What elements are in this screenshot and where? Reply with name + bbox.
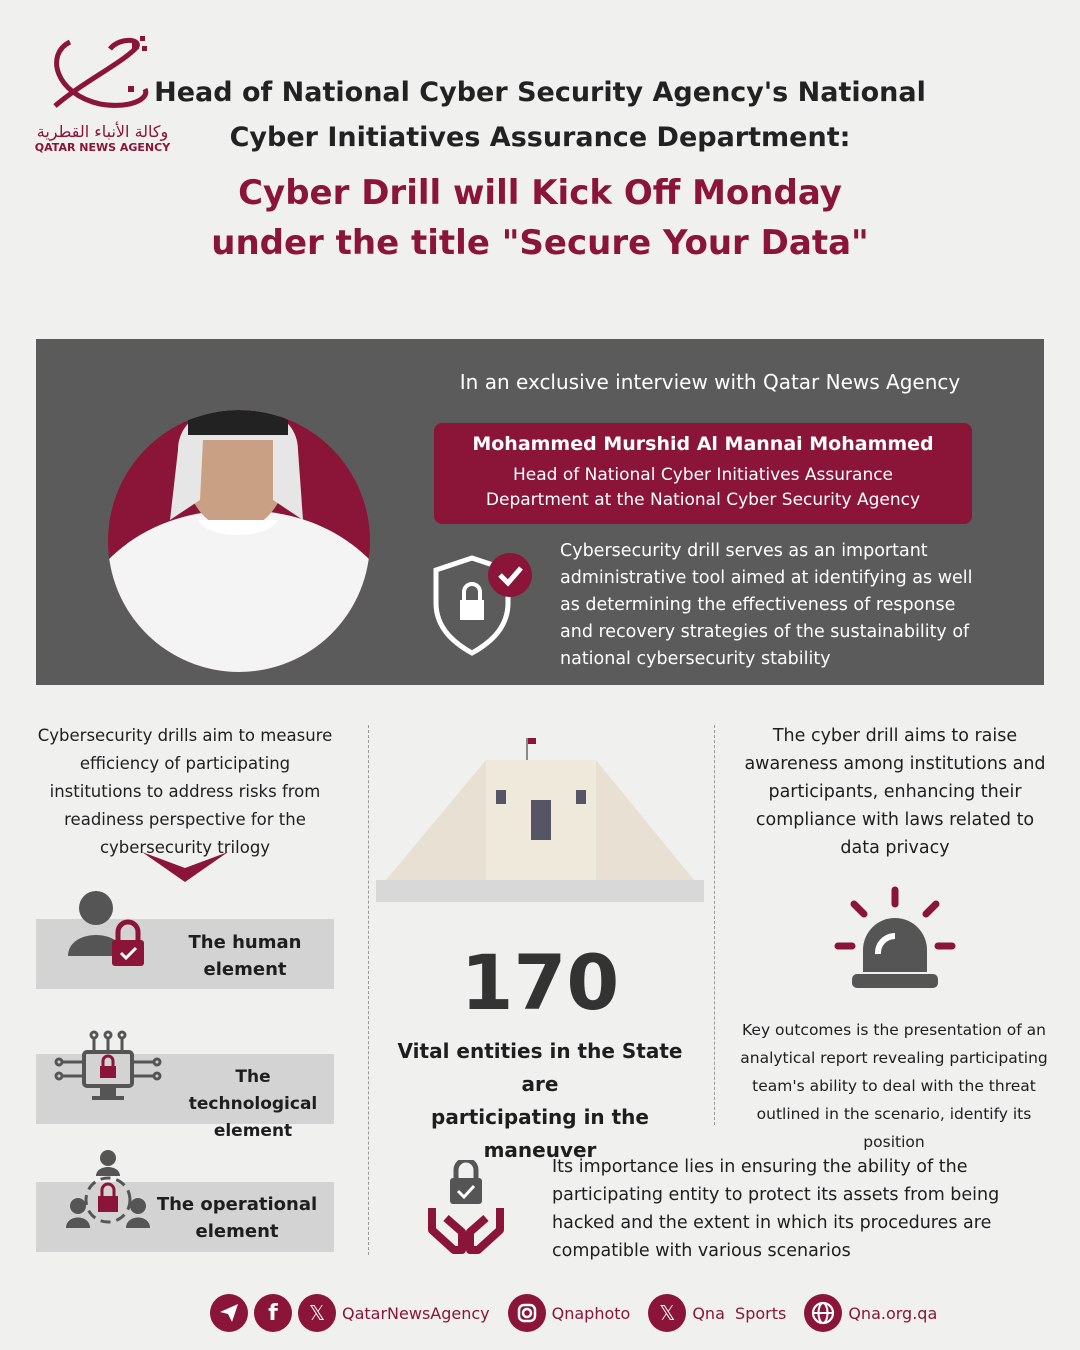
technological-element-label [172,1064,334,1145]
page-title [150,168,930,268]
user-lock-icon [66,888,150,972]
team-lock-icon [64,1148,152,1232]
label-line: element [213,1121,293,1141]
header-line-2: Cyber Initiatives Assurance Department: [229,122,851,153]
sports-handle-link[interactable]: Qna Sports [692,1303,787,1323]
divider [714,725,715,1125]
x-twitter-icon[interactable]: 𝕏 [648,1294,686,1332]
hands-lock-icon [428,1160,504,1256]
title-line-2: under the title "Secure Your Data" [211,223,869,263]
x-twitter-icon[interactable]: 𝕏 [298,1294,336,1332]
header-line-1: Head of National Cyber Security Agency's National [154,77,926,108]
social-footer [210,1294,937,1332]
outcome-text: Key outcomes is the presentation of an analytical report revealing participating team's ability to deal with the threat outlined in the scenario, identify its position [740,1021,1048,1151]
caption-line-1: Vital entities in the State are [397,1039,683,1096]
alarm-siren-icon [830,884,960,994]
awareness-text: The cyber drill aims to raise awareness among institutions and participants, enhancing their compliance with laws related to data privacy [744,726,1046,858]
divider [368,725,369,1255]
interviewee-card [434,423,972,524]
importance-text: Its importance lies in ensuring the ability of the participating entity to protect its assets from being hacked and the extent in which its procedures are compatible with various scenarios [552,1157,1000,1261]
interviewee-photo [108,410,370,672]
label-line: element [203,959,287,980]
agency-building-image [376,730,704,902]
shield-lock-icon [430,548,540,662]
label-line: The operational [156,1194,318,1215]
globe-icon[interactable] [804,1294,842,1332]
facebook-icon[interactable]: f [254,1294,292,1332]
logo-arabic: وكالة الأنباء القطرية [36,122,169,141]
header-subtitle [150,70,930,160]
logo-english: QATAR NEWS AGENCY [34,141,171,154]
label-line: The technological [188,1067,318,1114]
computer-circuit-icon [54,1030,162,1108]
entities-caption [376,1035,704,1167]
interviewee-role-2: Department at the National Cyber Security Agency [485,490,921,510]
operational-element-label [152,1191,322,1245]
interviewee-role-1: Head of National Cyber Initiatives Assurance [512,465,894,485]
label-line: element [195,1221,279,1242]
telegram-icon[interactable] [210,1294,248,1332]
human-element-label [160,929,330,983]
website-link[interactable]: Qna.org.qa [848,1303,938,1323]
interview-intro: In an exclusive interview with Qatar News Agency [459,370,961,394]
caption-line-2: participating in the maneuver [431,1105,649,1162]
label-line: The human [188,932,302,953]
instagram-handle-link[interactable]: Qnaphoto [551,1303,631,1323]
instagram-icon[interactable] [508,1294,546,1332]
social-handle-link[interactable]: QatarNewsAgency [342,1303,490,1323]
interviewee-name: Mohammed Murshid Al Mannai Mohammed [472,433,934,455]
chevron-down-icon [142,852,228,884]
entities-count: 170 [460,938,620,1027]
interview-quote: Cybersecurity drill serves as an important administrative tool aimed at identifying as well as determining the effectiveness of response and recovery strategies of the sustainability of national cybersecurity stability [560,541,973,669]
title-line-1: Cyber Drill will Kick Off Monday [238,173,842,213]
drill-aim-text: Cybersecurity drills aim to measure efficiency of participating institutions to address risks from readiness perspective for the cybersecurity trilogy [37,726,333,857]
